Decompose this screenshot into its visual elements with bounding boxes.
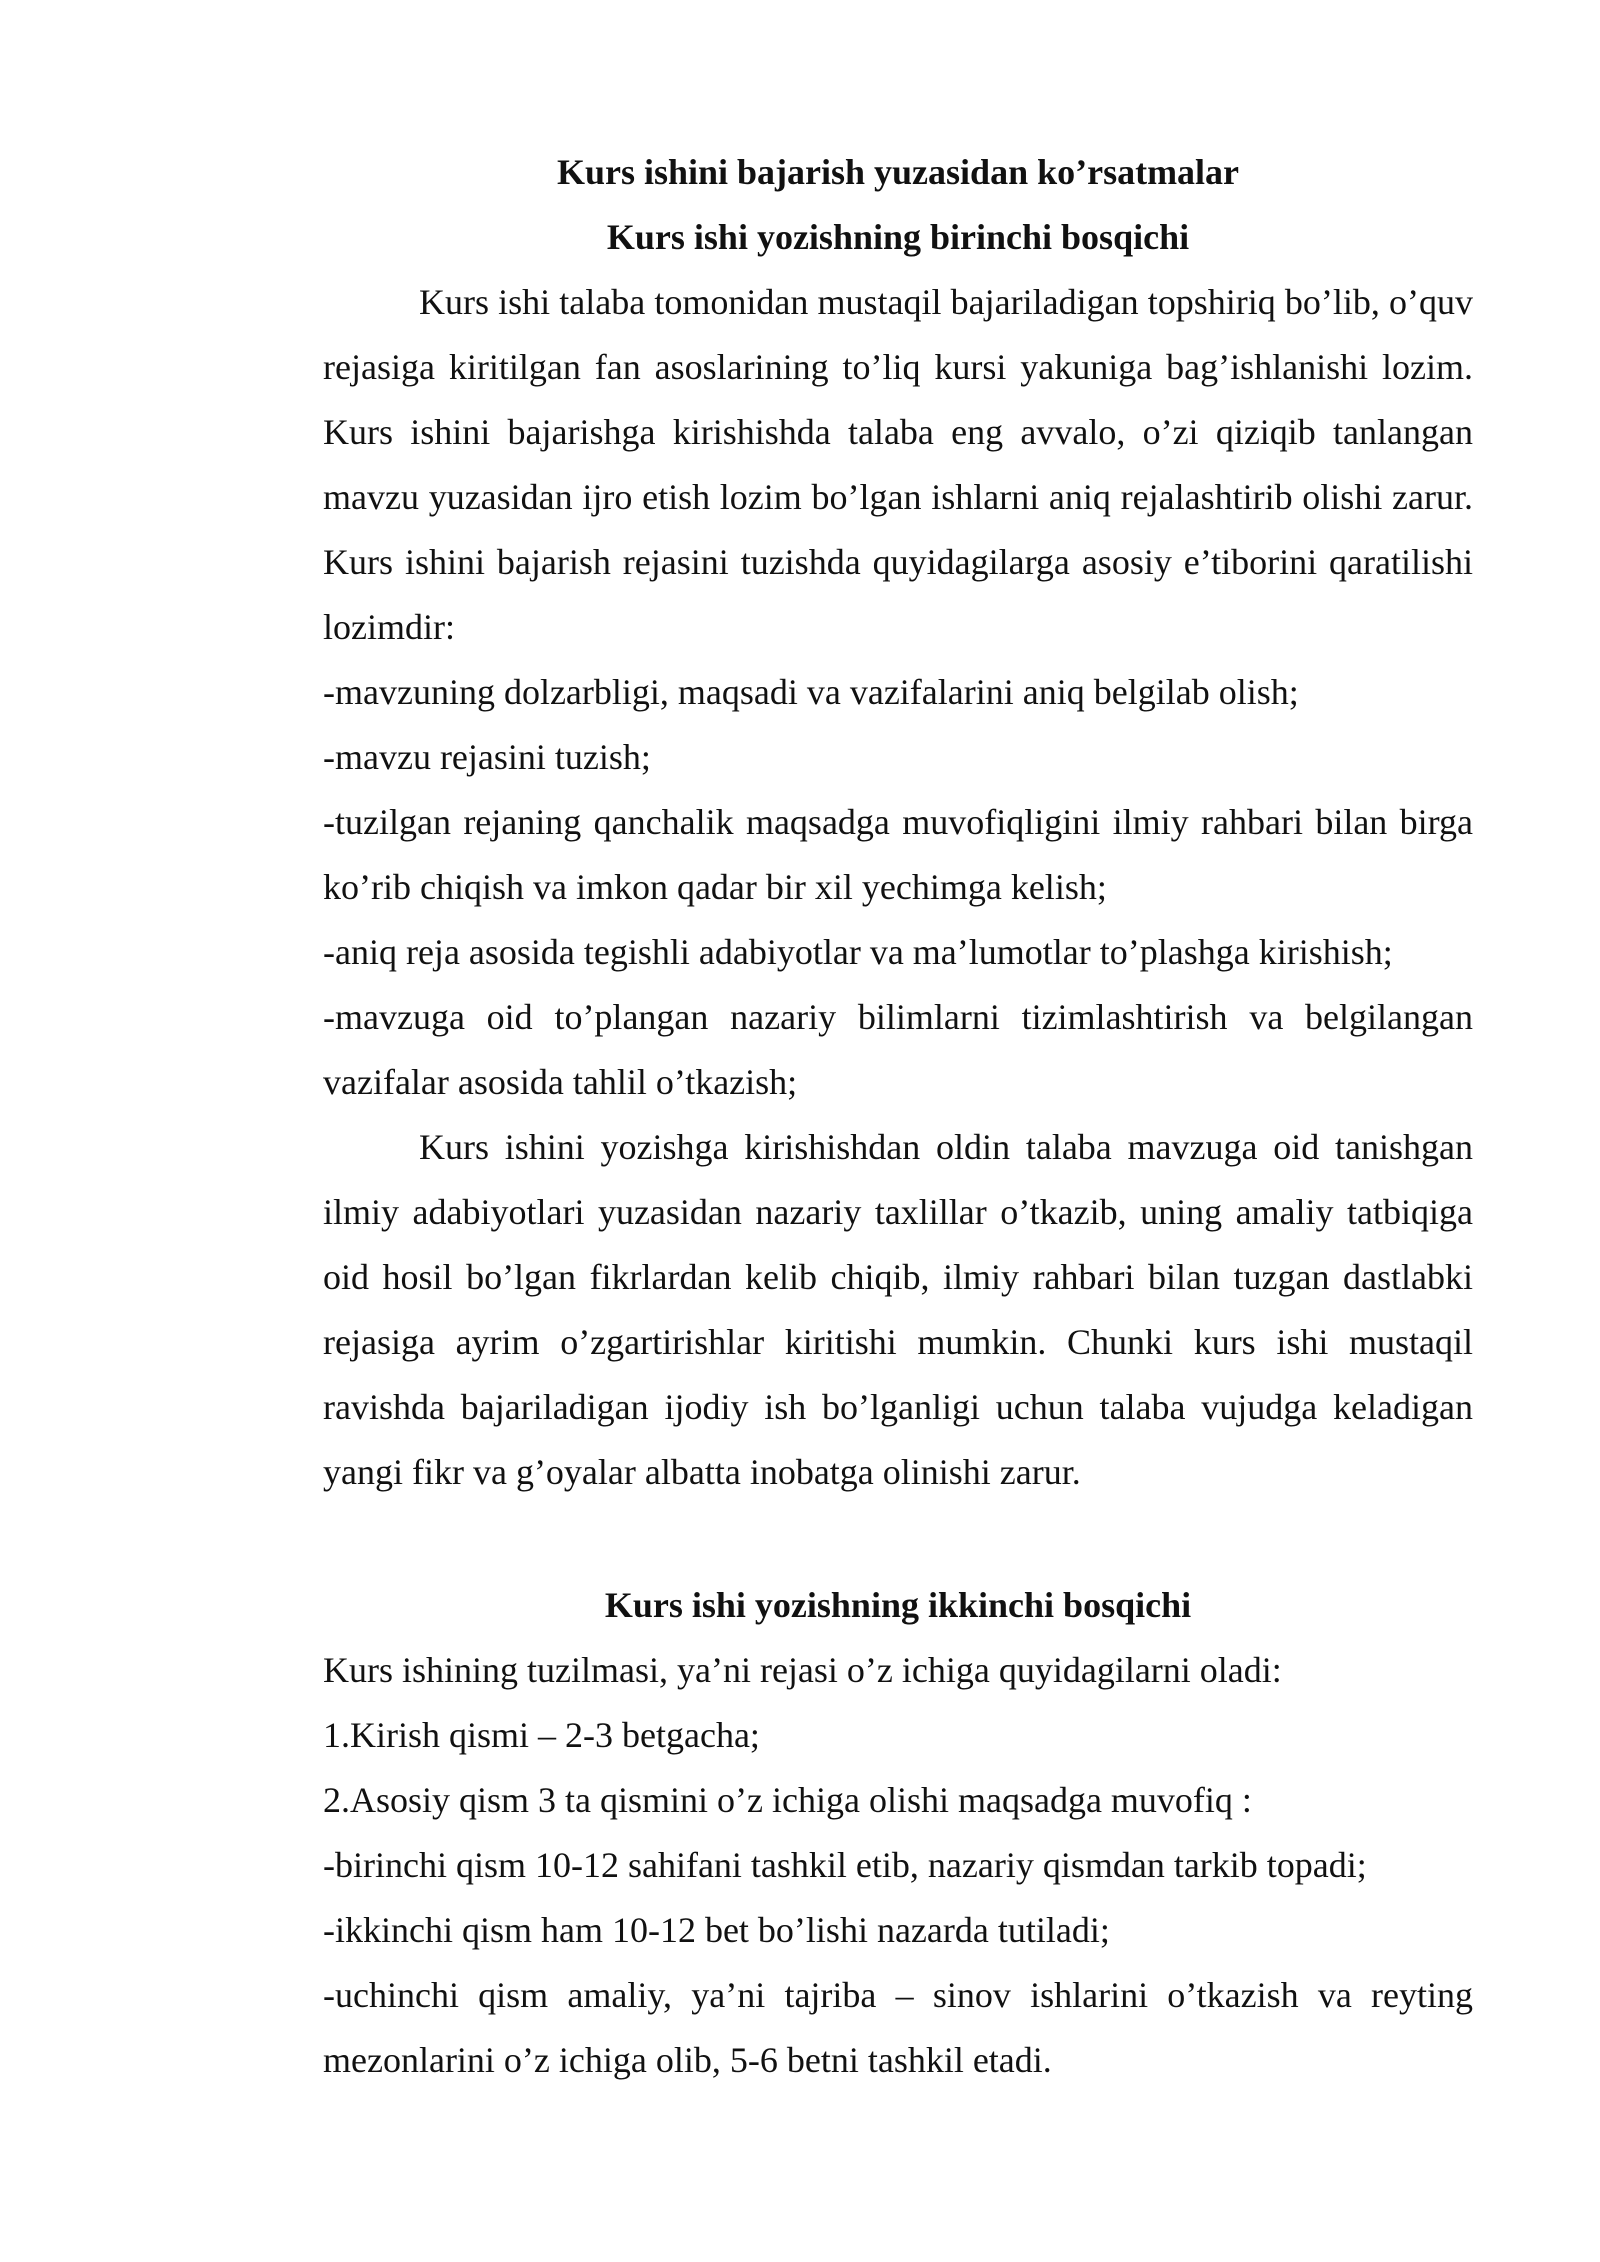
list-item (323, 1963, 1473, 2093)
list-item: -mavzuga oid to’plangan nazariy bilimlarni tizimlashtirish va belgilangan vazifalar asosida tahlil o’tkazish; (323, 997, 1473, 1102)
section2-heading: Kurs ishi yozishning ikkinchi bosqichi (604, 1585, 1192, 1625)
list-item: -tuzilgan rejaning qanchalik maqsadga muvofiqligini ilmiy rahbari bilan birga ko’rib chiqish va imkon qadar bir xil yechimga kelish; (323, 802, 1473, 907)
list-item: -mavzu rejasini tuzish; (323, 737, 651, 777)
list-item: 2.Asosiy qism 3 ta qismini o’z ichiga olishi maqsadga muvofiq : (323, 1780, 1252, 1820)
section1-intro-paragraph: Kurs ishi talaba tomonidan mustaqil bajariladigan topshiriq bo’lib, o’quv rejasiga kiritilgan fan asoslarining to’liq kursi yakuniga bag’ishlanishi lozim. Kurs ishini bajarishga kirishishda talaba eng avvalo, o’zi qiziqib tanlangan mavzu yuzasidan ijro etish lozim bo’lgan ishlarni aniq rejalashtirib olishi zarur. Kurs ishini bajarish rejasini tuzishda quyidagilarga asosiy e’tiborini qaratilishi lozimdir: (323, 282, 1473, 647)
section1-body (323, 270, 1473, 1505)
list-item: -ikkinchi qism ham 10-12 bet bo’lishi nazarda tutiladi; (323, 1910, 1110, 1950)
list-item-text: -uchinchi qism amaliy, ya’ni tajriba – sinov ishlarini o’tkazish va reyting mezonlarini o’z ichiga olib, 5-6 betni tashkil etadi. (323, 1975, 1473, 2080)
list-item: -aniq reja asosida tegishli adabiyotlar va ma’lumotlar to’plashga kirishish; (323, 932, 1393, 972)
section2-body (323, 1638, 1473, 2093)
document-title: Kurs ishini bajarish yuzasidan ko’rsatmalar (556, 152, 1240, 192)
section2-intro: Kurs ishining tuzilmasi, ya’ni rejasi o’z ichiga quyidagilarni oladi: (323, 1650, 1282, 1690)
list-item: -birinchi qism 10-12 sahifani tashkil etib, nazariy qismdan tarkib topadi; (323, 1845, 1367, 1885)
list-item: -mavzuning dolzarbligi, maqsadi va vazifalarini aniq belgilab olish; (323, 672, 1299, 712)
section1-heading: Kurs ishi yozishning birinchi bosqichi (606, 217, 1190, 257)
list-item: 1.Kirish qismi – 2-3 betgacha; (323, 1715, 760, 1755)
section1-closing-paragraph: Kurs ishini yozishga kirishishdan oldin talaba mavzuga oid tanishgan ilmiy adabiyotlari yuzasidan nazariy taxlillar o’tkazib, uning amaliy tatbiqiga oid hosil bo’lgan fikrlardan kelib chiqib, ilmiy rahbari bilan tuzgan dastlabki rejasiga ayrim o’zgartirishlar kiritishi mumkin. Chunki kurs ishi mustaqil ravishda bajariladigan ijodiy ish bo’lganligi uchun talaba vujudga keladigan yangi fikr va g’oyalar albatta inobatga olinishi zarur. (323, 1127, 1473, 1492)
